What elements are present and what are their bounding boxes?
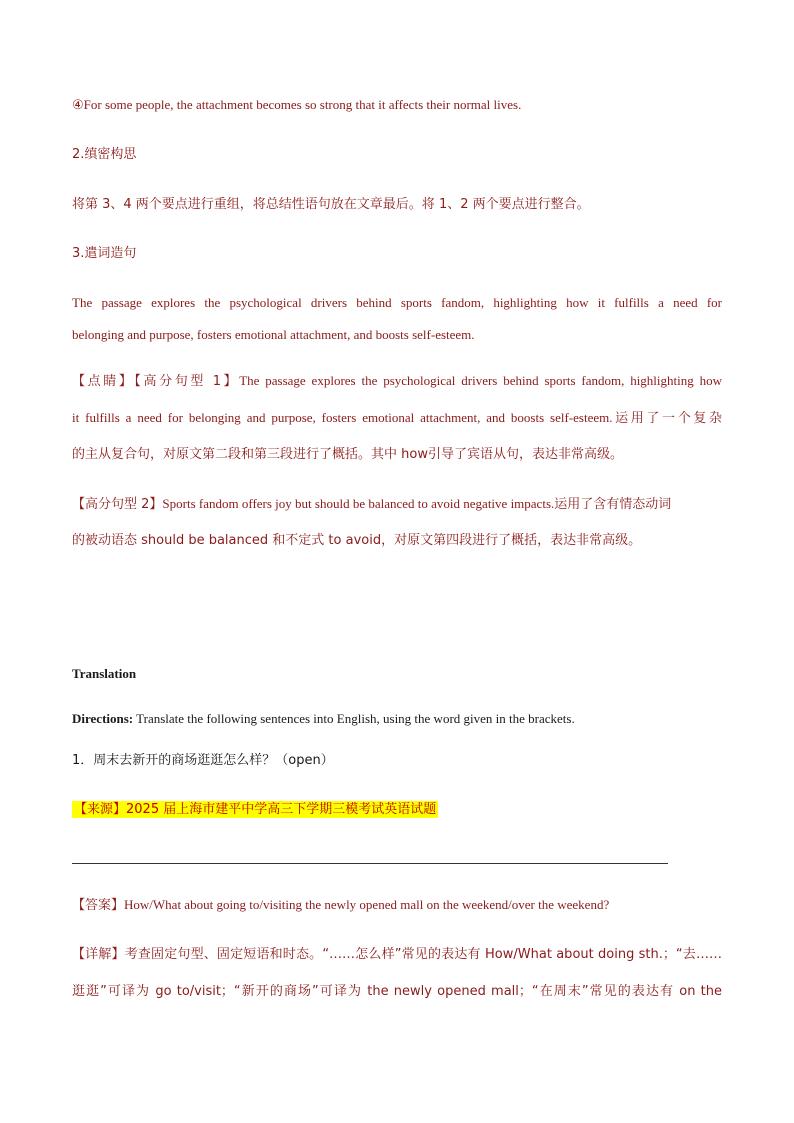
section-3-title: 3.遣词造句 xyxy=(72,246,137,261)
point-4: ④For some people, the attachment becomes so strong that it affects their normal lives. xyxy=(72,97,522,112)
comment-2-note: 运用了含有情态动词 xyxy=(554,497,672,512)
section-2-text: 将第 3、4 两个要点进行重组，将总结性语句放在文章最后。将 1、2 两个要点进行整合。 xyxy=(72,197,590,212)
comment-1-line-1 xyxy=(72,372,722,391)
answer-text: How/What about going to/visiting the newly opened mall on the weekend/over the weekend? xyxy=(124,897,610,912)
comment-2-tag: 【高分句型 2】 xyxy=(72,497,163,512)
translation-heading: Translation xyxy=(72,666,137,681)
detail-tag: 【详解】 xyxy=(72,947,125,962)
summary-line-1: The passage explores the psychological drivers behind sports fandom, highlighting how it fulfills a need for xyxy=(72,295,722,310)
directions xyxy=(72,710,722,728)
comment-1-note: 运用了一个复杂 xyxy=(612,411,722,426)
source-highlight: 【来源】2025 届上海市建平中学高三下学期三模考试英语试题 xyxy=(74,802,437,817)
comment-1-tag: 【点睛】【高分句型 1】 xyxy=(72,374,240,389)
comment-1-line-2 xyxy=(72,409,722,428)
source-line xyxy=(72,801,722,819)
comment-1-sentence-cont: it fulfills a need for belonging and purpose, fosters emotional attachment, and boosts self-esteem. xyxy=(72,410,613,425)
detail-line-1 xyxy=(72,946,722,964)
detail-line-2: 逛逛”可译为 go to/visit；“新开的商场”可译为 the newly opened mall；“在周末”常见的表达有 on the xyxy=(72,984,722,999)
comment-2-line-1 xyxy=(72,495,722,514)
comment-1-line-3: 的主从复合句，对原文第二段和第三段进行了概括。其中 how引导了宾语从句，表达非常高级。 xyxy=(72,447,623,462)
directions-text: Translate the following sentences into English, using the word given in the brackets. xyxy=(133,711,575,726)
comment-2-sentence: Sports fandom offers joy but should be balanced to avoid negative impacts. xyxy=(162,496,555,511)
question-1: 1．周末去新开的商场逛逛怎么样？（open） xyxy=(72,753,334,768)
answer xyxy=(72,896,722,915)
summary-line-2: belonging and purpose, fosters emotional attachment, and boosts self-esteem. xyxy=(72,327,475,342)
comment-1-sentence: The passage explores the psychological drivers behind sports fandom, highlighting how xyxy=(239,373,722,388)
answer-tag: 【答案】 xyxy=(72,898,125,913)
directions-label: Directions: xyxy=(72,711,134,726)
detail-text-1: 考查固定句型、固定短语和时态。“……怎么样”常见的表达有 How/What about doing sth.；“去…… xyxy=(124,947,722,962)
comment-2-line-2: 的被动语态 should be balanced 和不定式 to avoid，对原文第四段进行了概括，表达非常高级。 xyxy=(72,533,642,548)
section-2-title: 2.缜密构思 xyxy=(72,147,137,162)
answer-line xyxy=(72,863,668,864)
